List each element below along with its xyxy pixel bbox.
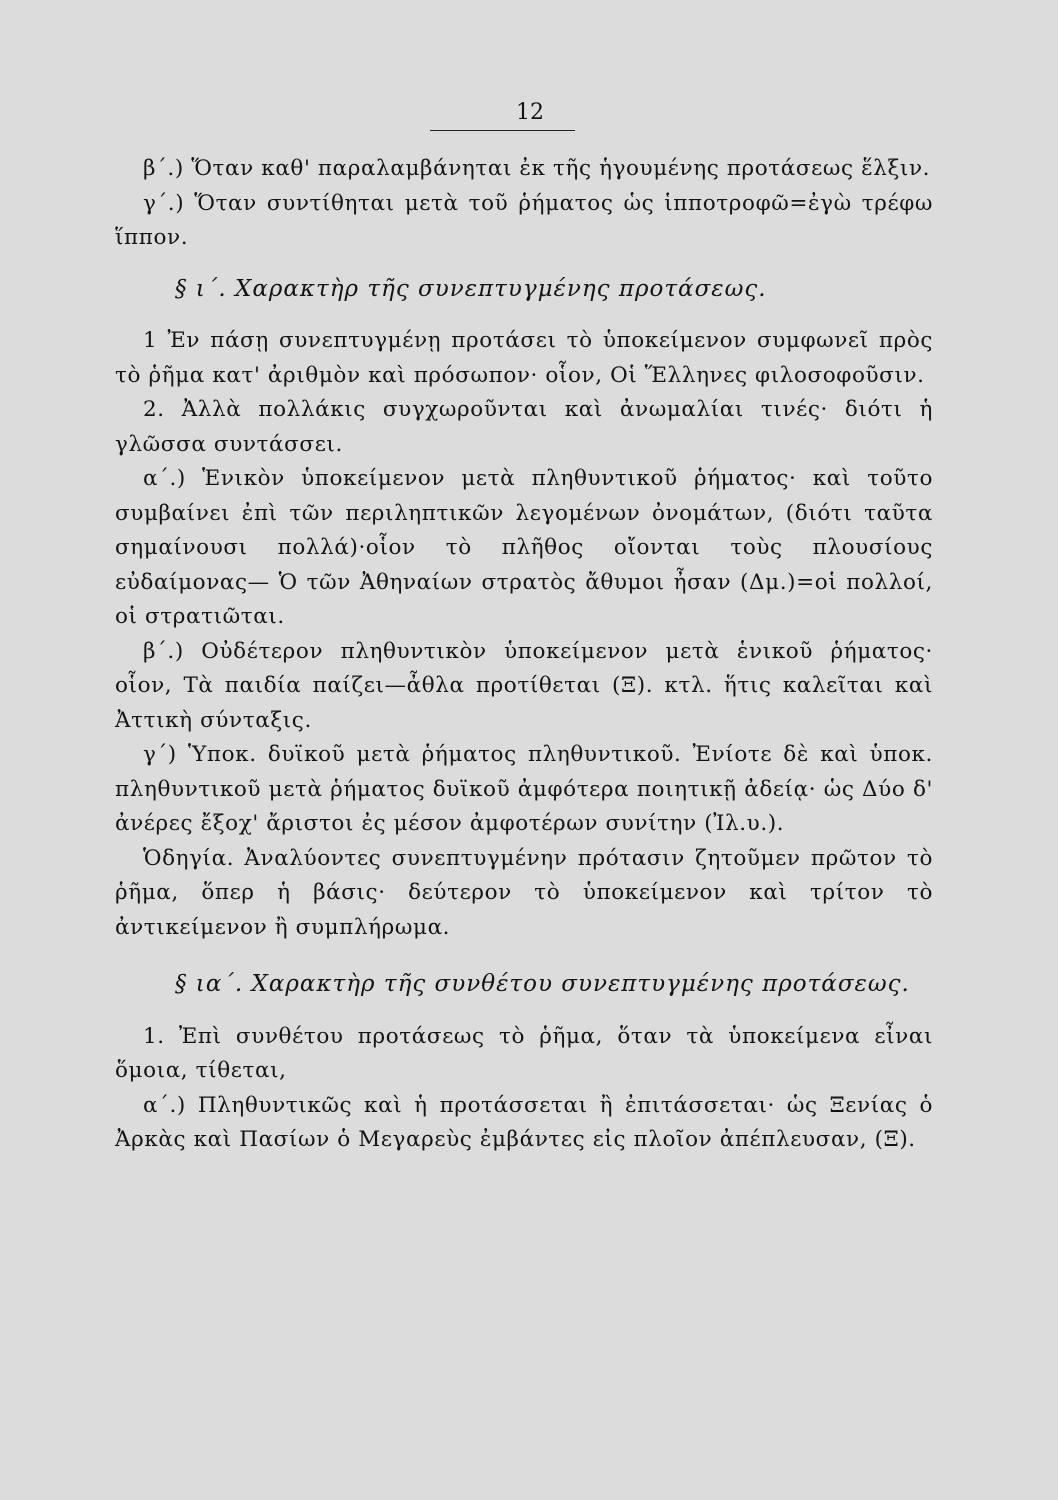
paragraph-guidance: Ὁδηγία. Ἀναλύοντες συνεπτυγμένην πρότασιν ζητοῦμεν πρῶτον τὸ ῥῆμα, ὅπερ ἡ βάσις· δεύτερον τὸ ὑποκείμενον καὶ τρίτον τὸ ἀντικείμενον ἢ συμπλήρωμα. xyxy=(115,845,933,940)
section-heading-10: § ι΄. Χαρακτὴρ τῆς συνεπτυγμένης προτάσεως. xyxy=(175,275,767,302)
paragraph-alpha: α΄.) Ἑνικὸν ὑποκείμενον μετὰ πληθυντικοῦ ῥήματος· καὶ τοῦτο συμβαίνει ἐπὶ τῶν περιληπτικῶν λεγομένων ὀνομάτων, (διότι ταῦτα σημαίνουσι πολλά)·οἷον τὸ πλῆθος οἴονται τοὺς πλουσίους εὐδαίμονας— Ὁ τῶν Ἀθηναίων στρατὸς ἄθυμοι ἦσαν (Δμ.)=οἱ πολλοί, οἱ στρατιῶται. xyxy=(115,466,933,629)
page-text xyxy=(115,152,933,1158)
paragraph-beta-neuter: β΄.) Οὐδέτερον πληθυντικὸν ὑποκείμενον μετὰ ἑνικοῦ ῥήματος· οἷον, Τὰ παιδία παίζει—ἆθλα προτίθεται (Ξ). κτλ. ἥτις καλεῖται καὶ Ἀττικὴ σύνταξις. xyxy=(115,638,933,733)
paragraph-compound-1: 1. Ἐπὶ συνθέτου προτάσεως τὸ ῥῆμα, ὅταν τὰ ὑποκείμενα εἶναι ὅμοια, τίθεται, xyxy=(115,1023,933,1083)
paragraph-beta: β΄.) Ὅταν καθ' παραλαμβάνηται ἐκ τῆς ἡγουμένης προτάσεως ἕλξιν. xyxy=(143,156,931,181)
page-number: 12 xyxy=(516,100,544,125)
paragraph-rule-1: 1 Ἐν πάσῃ συνεπτυγμένῃ προτάσει τὸ ὑποκείμενον συμφωνεῖ πρὸς τὸ ῥῆμα κατ' ἀριθμὸν καὶ πρόσωπον· οἷον, Οἱ Ἕλληνες φιλοσοφοῦσιν. xyxy=(115,328,933,388)
paragraph-rule-2: 2. Ἀλλὰ πολλάκις συγχωροῦνται καὶ ἀνωμαλίαι τινές· διότι ἡ γλῶσσα συντάσσει. xyxy=(115,397,933,457)
paragraph-compound-alpha: α΄.) Πληθυντικῶς καὶ ἡ προτάσσεται ἢ ἐπιτάσσεται· ὡς Ξενίας ὁ Ἀρκὰς καὶ Πασίων ὁ Μεγαρεὺς ἐμβάντες εἰς πλοῖον ἀπέπλευσαν, (Ξ). xyxy=(115,1092,933,1152)
header-rule xyxy=(430,130,575,131)
paragraph-gamma: γ΄.) Ὅταν συντίθηται μετὰ τοῦ ῥήματος ὡς ἱπποτροφῶ=ἐγὼ τρέφω ἵππον. xyxy=(115,190,933,250)
section-heading-11: § ια΄. Χαρακτὴρ τῆς συνθέτου συνεπτυγμένης προτάσεως. xyxy=(175,971,910,997)
paragraph-gamma-dual: γ΄) Ὑποκ. δυϊκοῦ μετὰ ῥήματος πληθυντικοῦ. Ἐνίοτε δὲ καὶ ὑποκ. πληθυντικοῦ μετὰ ῥήματος δυϊκοῦ ἀμφότερα ποιητικῇ ἀδείᾳ· ὡς Δύο δ' ἀνέρες ἔξοχ' ἄριστοι ἐς μέσον ἀμφοτέρων συνίτην (Ἰλ.υ.). xyxy=(115,742,933,836)
